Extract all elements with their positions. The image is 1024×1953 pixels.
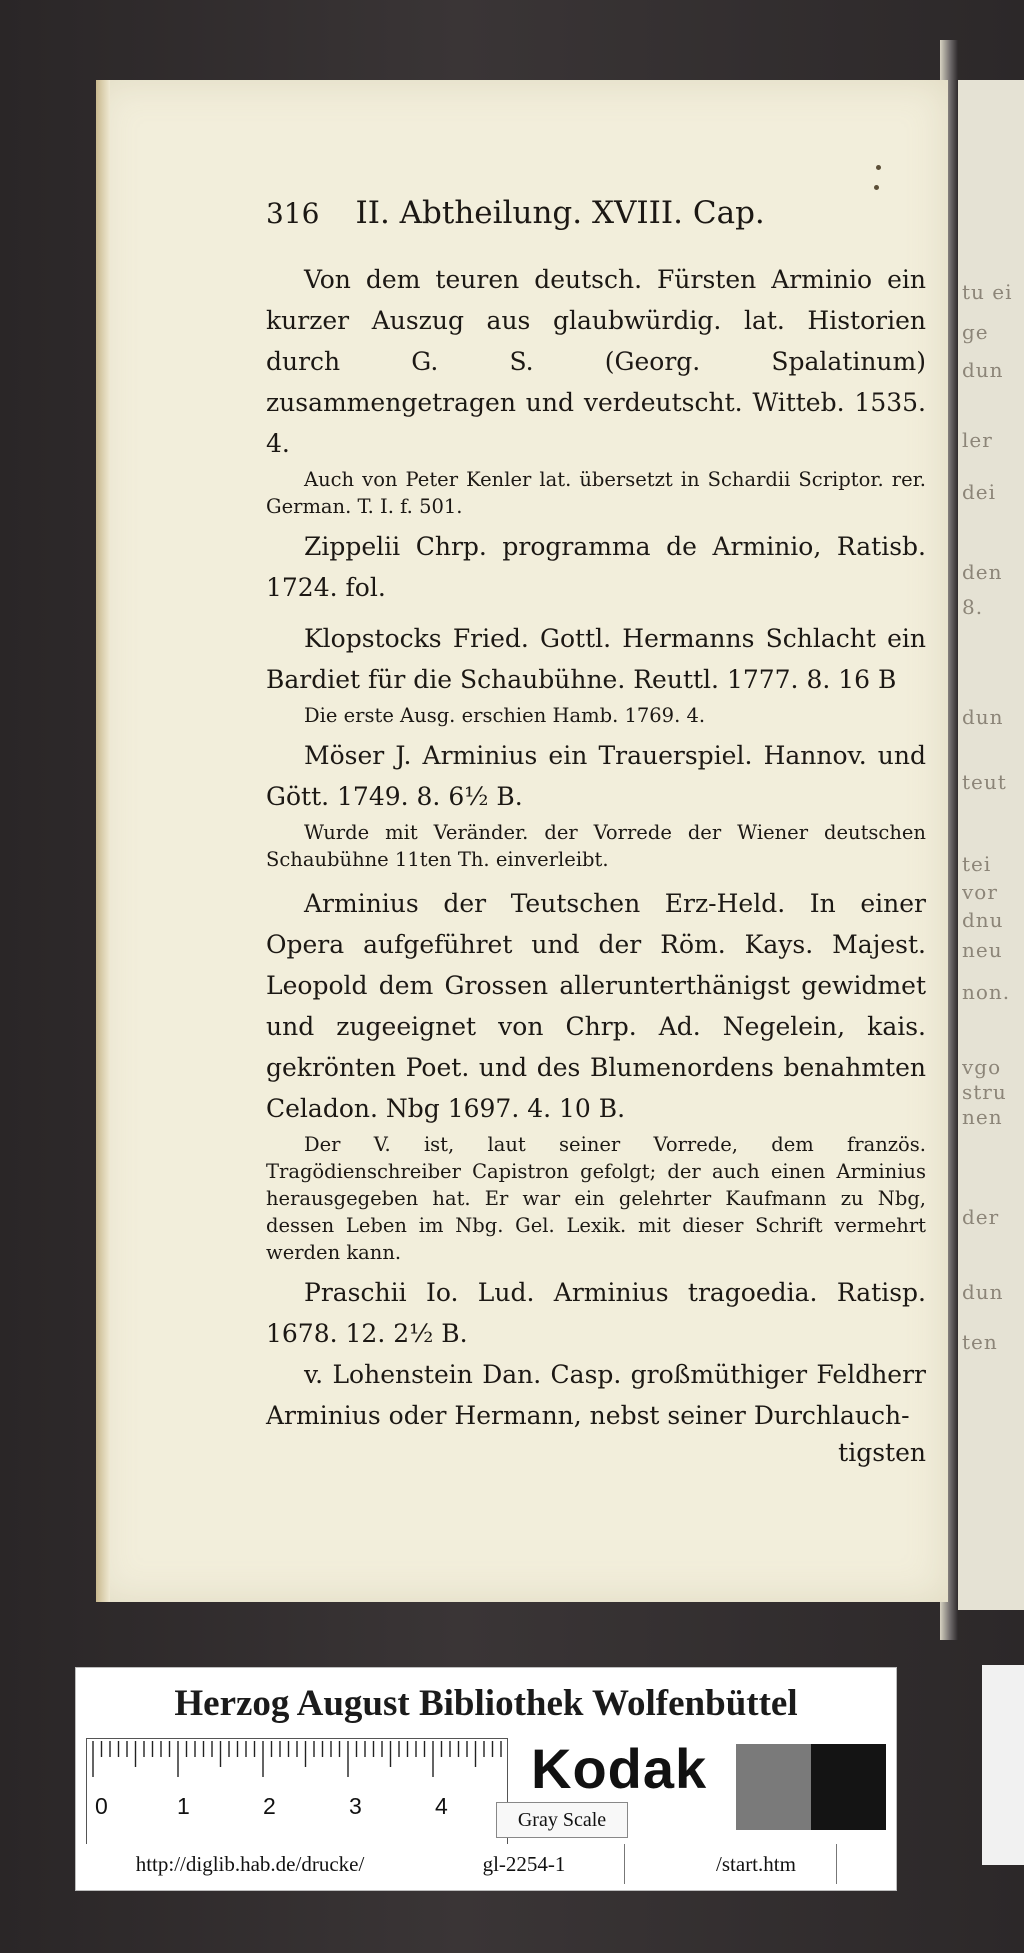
facing-text-line: vor [962,880,998,904]
facing-text-line: nen [962,1105,1003,1129]
facing-text-line: teut [962,770,1007,794]
entry-note: Wurde mit Veränder. der Vorrede der Wiener deutschen Schaubühne 11ten Th. einverleibt. [266,821,926,871]
bibliography-entry: Von dem teuren deutsch. Fürsten Arminio ein kurzer Auszug aus glaubwürdig. lat. Historien durch G. S. (Georg. Spalatinum) zusammengetragen und verdeutscht. Witteb. 1535. 4. [266,265,926,458]
page-edge [96,80,110,1602]
entry-note: Die erste Ausg. erschien Hamb. 1769. 4. [304,704,706,727]
ruler-number: 3 [349,1793,362,1819]
facing-text-line: neu [962,938,1003,962]
page-text [266,195,926,1470]
gray-scale-label: Gray Scale [496,1802,628,1838]
facing-text-line: stru [962,1080,1007,1104]
facing-text-line: dun [962,358,1004,382]
shelfmark-label: gl-2254-1 [424,1844,625,1884]
facing-text-line: tei [962,852,992,876]
facing-text-line: tu ei [962,280,1013,304]
ruler-ticks [89,1741,505,1777]
black-swatch [811,1744,886,1830]
ruler-number: 0 [95,1793,108,1819]
bibliography-entry: Möser J. Arminius ein Trauerspiel. Hannov. und Gött. 1749. 8. 6½ B. [266,741,926,811]
facing-text-line: non. [962,980,1011,1004]
bibliography-entry: Arminius der Teutschen Erz-Held. In einer Opera aufgeführet und der Röm. Kays. Majest. Leopold dem Grossen allerunterthänigst gewidmet und zugeeignet von Chrp. Ad. Negelein, kais. gekrönten Poet. und des Blumenordens benahmten Celadon. Nbg 1697. 4. 10 B. [266,889,926,1123]
facing-text-line: vgo [962,1055,1002,1079]
facing-text-line: den [962,560,1003,584]
ruler-number: 4 [435,1793,448,1819]
chapter-title: II. Abtheilung. XVIII. Cap. [355,195,765,231]
catchword: tigsten [838,1438,926,1467]
facing-text-line: 8. [962,595,984,619]
facing-text-line: dun [962,1280,1004,1304]
facing-page [958,80,1024,1610]
gray-swatch [736,1744,811,1830]
color-target-card [75,1667,897,1891]
bibliography-entry: v. Lohenstein Dan. Casp. großmüthiger Feldherr Arminius oder Hermann, nebst seiner Durchlauch- [266,1360,926,1430]
bibliography-entry: Zippelii Chrp. programma de Arminio, Ratisb. 1724. fol. [266,532,926,602]
ruler-numbers [87,1793,507,1823]
library-name: Herzog August Bibliothek Wolfenbüttel [174,1683,798,1724]
facing-text-line: ler [962,428,993,452]
kodak-logo: Kodak [531,1737,708,1800]
running-header [266,195,926,251]
entry-note: Der V. ist, laut seiner Vorrede, dem französ. Tragödienschreiber Capistron gefolgt; der auch einen Arminius herausgegeben hat. Er war ein gelehrter Kaufmann zu Nbg, dessen Leben im Nbg. Gel. Lexik. mit dieser Schrift vermehrt werden kann. [266,1133,926,1264]
facing-text-line: dun [962,705,1004,729]
facing-text-line: dei [962,480,997,504]
entry-note: Auch von Peter Kenler lat. übersetzt in Schardii Scriptor. rer. German. T. I. f. 501. [266,468,926,518]
ruler-number: 2 [263,1793,276,1819]
measurement-ruler [86,1738,508,1850]
facing-text-line: der [962,1205,1000,1229]
bibliography-entry: Klopstocks Fried. Gottl. Hermanns Schlacht ein Bardiet für die Schaubühne. Reuttl. 1777. 8. 16 B [266,624,926,694]
facing-page-footer-edge [982,1665,1024,1865]
ink-speck [874,185,879,190]
facing-text-line: ten [962,1330,998,1354]
page-number: 316 [266,197,320,230]
url-label: http://diglib.hab.de/drucke/ [76,1844,425,1884]
ruler-number: 1 [177,1793,190,1819]
facing-text-line: ge [962,320,989,344]
ink-speck [876,165,881,170]
start-page-label: /start.htm [676,1844,837,1884]
facing-text-line: dnu [962,908,1004,932]
bibliography-entry: Praschii Io. Lud. Arminius tragoedia. Ratisp. 1678. 12. 2½ B. [266,1278,926,1348]
